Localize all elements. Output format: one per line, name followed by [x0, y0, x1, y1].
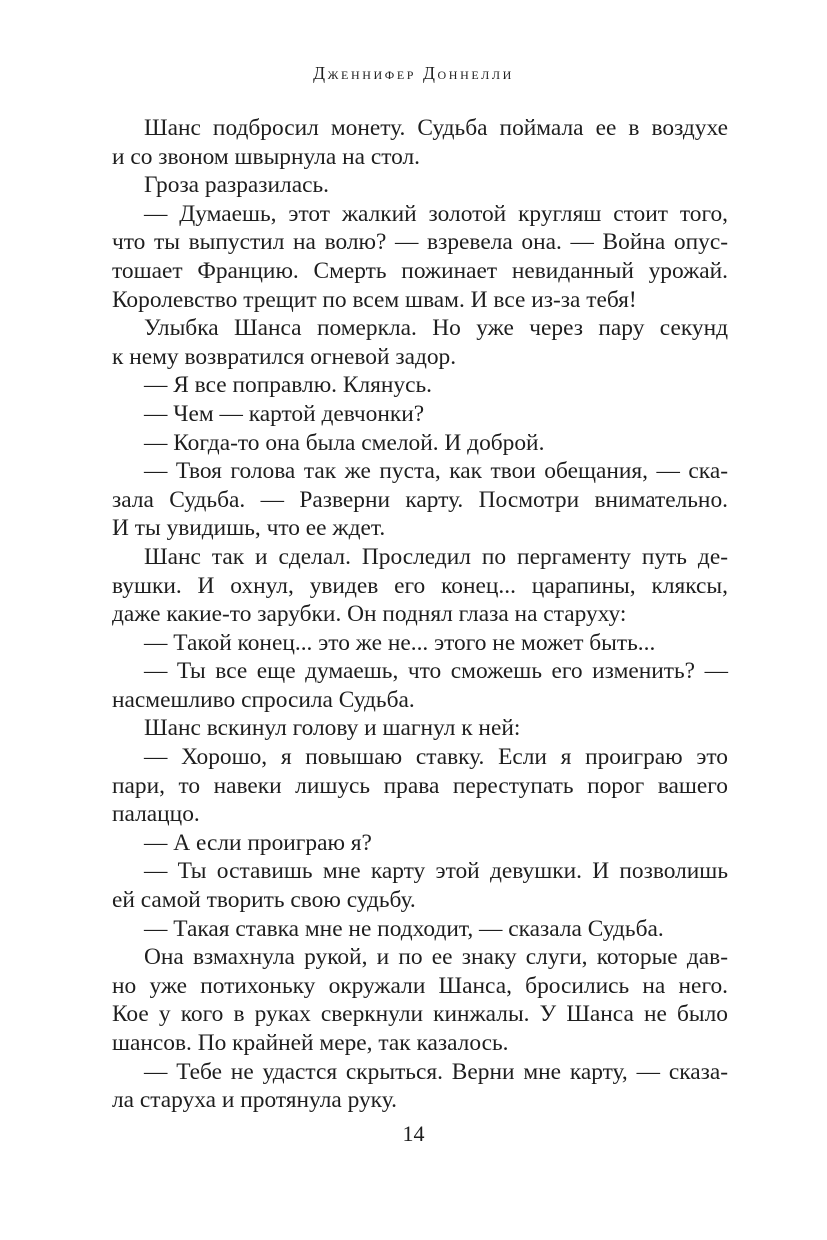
text-line: Гроза разразилась. [144, 172, 330, 199]
text-line: насмешливо спросила Судьба. [112, 686, 415, 713]
text-line: — Тебе не удастся скрыться. Верни мне карту, — сказа- [144, 1058, 728, 1085]
text-line: что ты выпустил на волю? — взревела она. — Война опус- [112, 229, 728, 256]
text-line: Улыбка Шанса померкла. Но уже через пару секунд [144, 315, 728, 342]
text-line: — Такая ставка мне не подходит, — сказала Судьба. [144, 915, 664, 942]
text-line: и со звоном швырнула на стол. [112, 143, 421, 170]
text-line: — Ты оставишь мне карту этой девушки. И позволишь [144, 858, 728, 885]
text-line: Шанс вскинул голову и шагнул к ней: [144, 715, 521, 742]
text-line: даже какие-то зарубки. Он поднял глаза на старуху: [112, 601, 627, 628]
text-line: Кое у кого в руках сверкнули кинжалы. У Шанса не было [112, 1001, 728, 1028]
text-line: Она взмахнула рукой, и по ее знаку слуги, которые дав- [144, 944, 728, 971]
text-line: вушки. И охнул, увидев его конец... царапины, кляксы, [112, 572, 728, 599]
page-number: 14 [402, 1121, 425, 1146]
text-line: тошает Францию. Смерть пожинает невиданный урожай. [112, 257, 728, 284]
text-line: ей самой творить свою судьбу. [112, 887, 416, 914]
text-line: но уже потихоньку окружали Шанса, бросились на него. [112, 972, 728, 999]
text-line: к нему возвратился огневой задор. [112, 343, 457, 370]
text-line: — Думаешь, этот жалкий золотой кругляш стоит того, [144, 200, 728, 227]
text-line: пари, то навеки лишусь права переступать порог вашего [112, 772, 728, 799]
text-line: зала Судьба. — Разверни карту. Посмотри внимательно. [112, 486, 728, 513]
text-line: — Я все поправлю. Клянусь. [144, 372, 433, 399]
running-head: Дженнифер Доннелли [313, 63, 514, 83]
body-text [112, 114, 728, 1115]
text-line: И ты увидишь, что ее ждет. [112, 515, 386, 542]
text-line: шансов. По крайней мере, так казалось. [112, 1030, 509, 1056]
text-line: Шанс так и сделал. Проследил по пергаменту путь де- [144, 543, 728, 570]
text-line: — Ты все еще думаешь, что сможешь его изменить? — [144, 658, 728, 685]
text-line: — Такой конец... это же не... этого не может быть... [144, 629, 656, 656]
text-line: Шанс подбросил монету. Судьба поймала ее в воздухе [144, 115, 728, 141]
text-line: — Твоя голова так же пуста, как твои обещания, — ска- [144, 458, 728, 485]
text-line: — Хорошо, я повышаю ставку. Если я проиграю это [144, 744, 728, 771]
text-line: Королевство трещит по всем швам. И все из-за тебя! [112, 286, 637, 313]
text-line: — Чем — картой девчонки? [144, 400, 425, 427]
text-line: ла старуха и протянула руку. [112, 1087, 397, 1114]
text-line: — А если проиграю я? [144, 829, 372, 856]
text-line: палаццо. [112, 801, 200, 828]
text-line: — Когда-то она была смелой. И доброй. [144, 429, 545, 456]
